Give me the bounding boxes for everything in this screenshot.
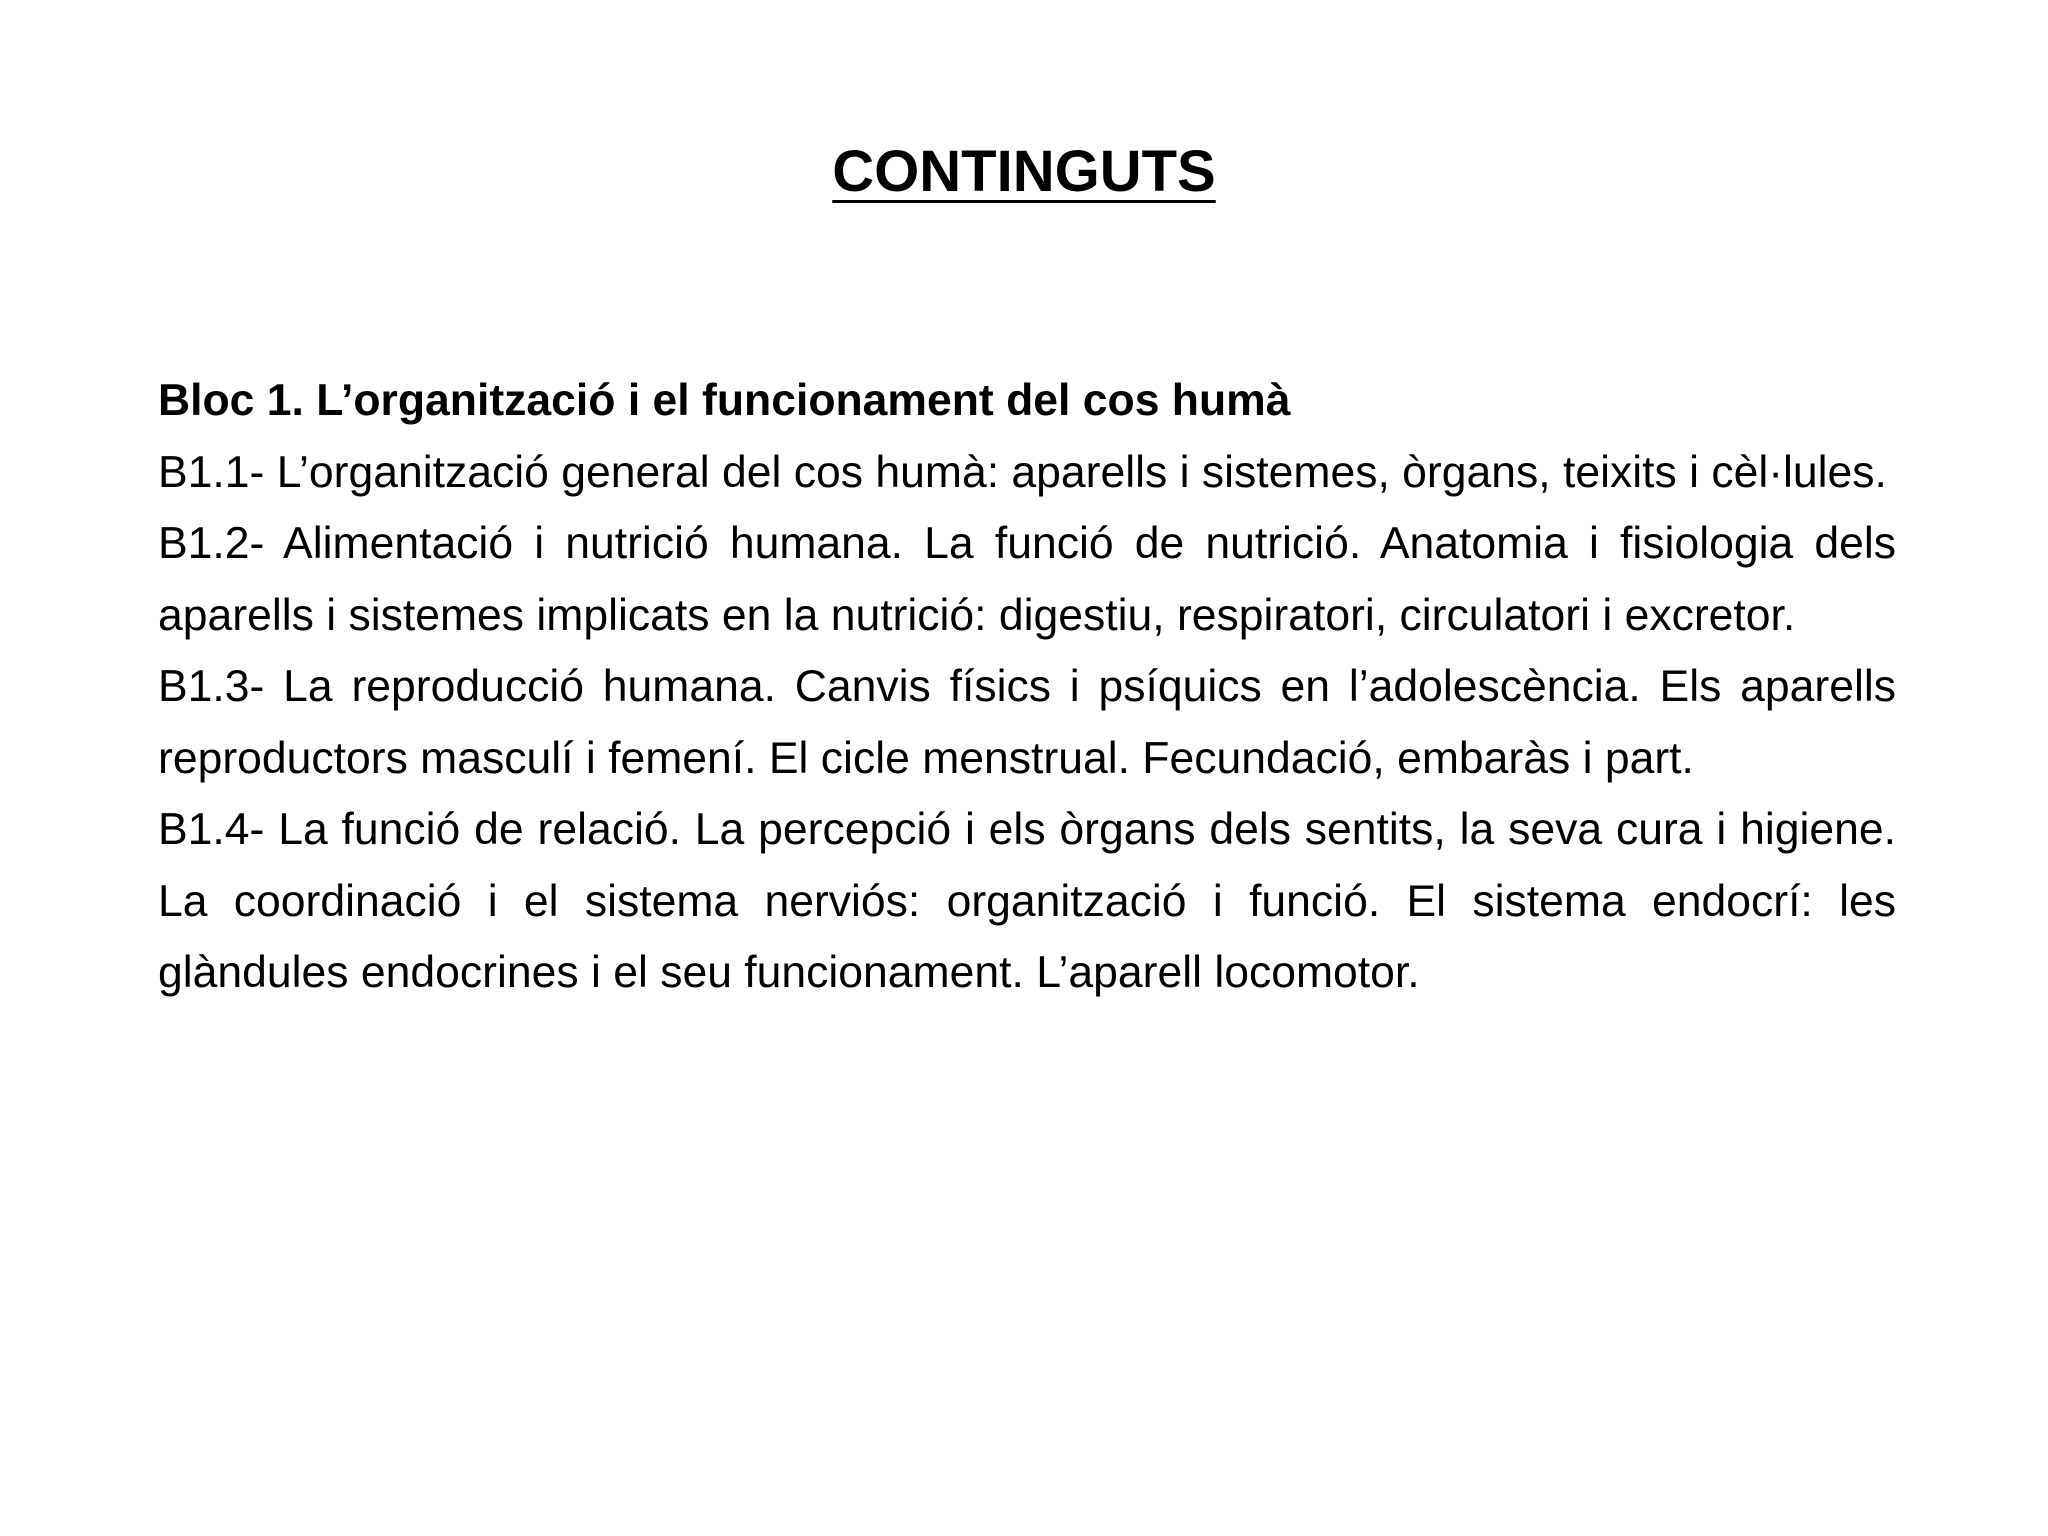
content-item-b1-1: B1.1- L’organització general del cos humà: aparells i sistemes, òrgans, teixits i cèl·lules. [158, 447, 1887, 497]
content-section [158, 365, 1896, 1009]
page-title: CONTINGUTS [832, 139, 1216, 204]
content-item-b1-4: B1.4- La funció de relació. La percepció i els òrgans dels sentits, la seva cura i higiene. La coordinació i el sistema nerviós: organització i funció. El sistema endocrí: les glàndules endocrines i el seu funcionament. L’aparell locomotor. [158, 805, 1896, 997]
block-heading: Bloc 1. L’organització i el funcionament del cos humà [158, 376, 1291, 425]
content-item-b1-2: B1.2- Alimentació i nutrició humana. La funció de nutrició. Anatomia i fisiologia dels aparells i sistemes implicats en la nutrició: digestiu, respiratori, circulatori i excretor. [158, 519, 1896, 640]
content-item-b1-3: B1.3- La reproducció humana. Canvis físics i psíquics en l’adolescència. Els aparells reproductors masculí i femení. El cicle menstrual. Fecundació, embaràs i part. [158, 662, 1896, 783]
